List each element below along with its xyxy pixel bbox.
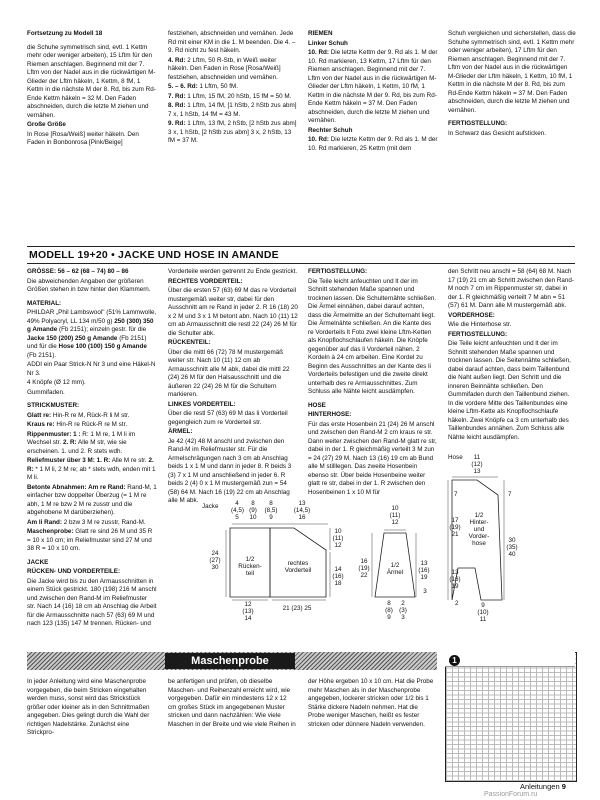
- dim-label: 8 (9) 10: [249, 500, 257, 521]
- paragraph: die Schuhe symmetrisch sind, evtl. 1 Kettm mehr oder weniger arbeiten), 15 Lftm für den Riemen anschlagen. Beginnend mit der 7. Lftm von der Nadel aus in die rückwärtigen M-Glieder der Lftm häkeln, 1 Kettm, 8 fM, 1 Kettm in die nächste M der 8. Rd, bis zum Rd-Ende Kettm häkeln = 32 M. Den Faden abschneiden, durch die letzte M ziehen und vernähen.: [27, 43, 156, 119]
- subheading: Rechter Schuh: [308, 126, 353, 134]
- paragraph: be anfertigen und prüfen, ob dieselbe Maschen- und Reihenzahl erreicht wird, wie vorgegeben. Dafür ein mindestens 12 x 12 cm großes Stück im angegebenen Muster stricken und dann nachzählen: Wie viele Maschen in der Breite und wie viele Reihen in: [168, 678, 296, 728]
- sizes-heading: GRÖSSE: 56 – 62 (68 – 74) 80 – 86: [27, 268, 129, 275]
- pants-title: Hose: [448, 454, 463, 461]
- paragraph: Über die mittl 66 (72) 78 M mustergemäß weiter str. Nach 10 (11) 12 cm ab Armausschnitt alle M abk, dabei die mittl 22 (24) 26 M für den Halsausschnitt und die äußeren 22 (24) 26 M für die Schultern markieren.: [168, 348, 290, 398]
- top-column-3: [308, 30, 438, 154]
- top-column-2: [168, 30, 298, 147]
- subheading: Große Größe: [27, 121, 66, 128]
- dim-label: 11 (12) 13: [471, 454, 483, 475]
- piece-label: 1/2 Rücken- teil: [238, 556, 262, 577]
- paragraph: Gummifaden.: [27, 388, 65, 396]
- dim-label: 2: [455, 600, 459, 607]
- paragraph: In jeder Anleitung wird eine Maschenprobe vorgegeben, die beim Stricken eingehalten werden muss, sonst wird das Strickstück größer oder kleiner als in den Schnittmaßen angegeben. Dies gelingt durch die Wahl der richtigen Nadelstärke. Zunächst eine Strickpro-: [27, 678, 150, 736]
- round-9: 9. Rd: 1 Lftm, 13 fM, 2 hStb, [2 hStb zus abm] 3 x, 1 hStb, [2 hStb zus abm] 3 x, 2 hStb, 13 fM = 37 M.: [168, 120, 297, 144]
- figure-number-badge: 1: [449, 655, 460, 666]
- paragraph: Die Teile leicht anfeuchten und lt der im Schnitt stehenden Maße spannen und trocknen lassen. Die Seitennähte schließen, dabei darauf achten, dass beim Taillenbund die Naht außen liegt. Den Schritt und die inneren Beinnähte schließen. Den Gummifaden durch den Taillenbund ziehen. In die vordere Mitte des Taillenbundes eine kleine Lftm-Kette als Knopflochschlaufe häkeln. Zwei Knöpfe ca 3 cm unterhalb des Taillenbundes annähen. Zum Schluss alle Nähte leicht ausdämpfen.: [448, 340, 571, 441]
- dim-label: 7: [508, 491, 512, 498]
- jacket-title: Jacke: [202, 503, 219, 510]
- subheading: HINTERHOSE:: [308, 411, 352, 418]
- piece-label: rechtes Vorderteil: [284, 560, 312, 574]
- main-column-4: [448, 268, 576, 443]
- round-4: 4. Rd: 2 Lftm, 50 R-Stb, in Weiß weiter häkeln. Den Faden in Rose [Rosa/Weiß] festziehen, abschneiden und vernähen.: [168, 56, 281, 81]
- round-7: 7. Rd: 1 Lftm, 15 fM, 20 hStb, 15 fM = 50 M.: [168, 92, 292, 100]
- piece-label: 1/2 Hinter- und Vorder- hose: [468, 512, 490, 547]
- paragraph: Für das erste Hosenbein 21 (24) 26 M anschl und zwischen den Rand-M 2 cm kraus re str. Dann weiter zwischen den Rand-M glatt re str, dabei in der 1. R gleichmäßig verteilt 3 M zun = 24 (27) 29 M. Nach 13 (16) 19 cm ab Bund alle M stilllegen. Das zweite Hosenbein ebenso str. Über beide Hosenbeine weiter glatt re str, dabei in der 1. R zwischen den Hosenbeinen 1 x 10 M für: [308, 420, 437, 496]
- piece-label: 1/2 Ärmel: [386, 562, 404, 576]
- dim-label: 13 (14,5) 16: [293, 500, 311, 521]
- section-title: MODELL 19+20 • JACKE UND HOSE IN AMANDE: [29, 249, 279, 261]
- stitch-item: Rippenmuster: 1 : R: 1 M re, 1 M li im Wechsel str. 2. R: Alle M str, wie sie erscheinen. 1. und 2. R stets wdh.: [27, 430, 136, 455]
- maschenprobe-title: Maschenprobe: [165, 653, 295, 669]
- dim-label: 9 (10) 11: [477, 602, 489, 623]
- gauge-grid-image: [445, 652, 577, 782]
- paragraph: den Schritt neu anschl = 58 (64) 68 M. Nach 17 (19) 21 cm ab Schritt zwischen den Rand-M noch 7 cm im Rippenmuster str, dabei in der 1. R gleichmäßig verteilt 7 M abn = 51 (57) 61 M. Dann alle M mustergemäß abk.: [448, 268, 574, 309]
- stitch-heading: STRICKMUSTER:: [27, 402, 80, 409]
- dim-label: 3: [423, 588, 427, 595]
- subheading: RÜCKENTEIL:: [168, 339, 211, 346]
- material-text: PHILDAR „Phil Lambswool" (51% Lammwolle, 49% Polyacryl, LL 134 m/50 g) 250 (300) 350 g Amande (Fb 2151); einzeln gestr. für die Jacke 150 (200) 250 g Amande (Fb 2151) und für die Hose 100 (100) 150 g Amande (Fb 2151).: [27, 309, 157, 359]
- dim-label: 16 (19) 22: [358, 558, 370, 579]
- dim-label: 14 (16) 18: [332, 566, 344, 587]
- dim-label: 17 (19) 21: [449, 517, 461, 538]
- round-10-right: 10. Rd: Die letzte Kettm der 9. Rd als 1. M der 10. Rd markieren, 25 Kettm (mit dem: [308, 136, 438, 152]
- subheading: LINKES VORDERTEIL:: [168, 400, 236, 408]
- subheading: ÄRMEL:: [168, 428, 193, 435]
- dim-label: 8 (8,5) 9: [264, 500, 278, 521]
- gauge-grid-header: [445, 652, 575, 667]
- dim-label: 13 (16) 19: [418, 560, 430, 581]
- dim-label: 8 (8) 9: [385, 600, 393, 621]
- round-5-6: 5. – 6. Rd: 1 Lftm, 50 fM.: [168, 83, 238, 90]
- subheading: RIEMEN: [308, 30, 333, 37]
- stitch-item: Glatt re: Hin-R re M, Rück-R li M str.: [27, 411, 130, 419]
- paragraph: Wie die Hinterhose str.: [448, 321, 512, 328]
- paragraph: festziehen, abschneiden und vernähen. Jede Rd mit einer KM in die 1. M beenden. Die 4. – 9. Rd nicht zu fest häkeln.: [168, 30, 296, 54]
- main-column-3: [308, 268, 438, 498]
- subheading: Linker Schuh: [308, 39, 348, 47]
- paragraph: In Rose [Rosa/Weiß] weiter häkeln. Den Faden in Bonbonrosa [Pink/Beige]: [27, 130, 139, 146]
- dim-label: 2 (3) 3: [399, 600, 407, 621]
- top-column-4: [448, 30, 576, 139]
- material-heading: MATERIAL:: [27, 299, 62, 307]
- round-10-left: 10. Rd: Die letzte Kettm der 9. Rd als 1. M der 10. Rd markieren, 13 Kettm, 17 Lftm für den Riemen anschlagen. Beginnend mit der 7. Lftm von der Nadel aus in die rückwärtigen M-Glieder der Lftm häkeln, 1 Kettm, 10 fM, 1 Kettm in die nächste M der 9. Rd, bis zum Rd-Ende Kettm häkeln = 37 M. Den Faden abschneiden, durch die letzte M ziehen und vernähen.: [308, 49, 438, 124]
- dim-label: 10 (11) 12: [332, 528, 344, 549]
- dim-label: 10 (11) 12: [389, 505, 401, 526]
- maschenprobe-col-1: [27, 678, 155, 738]
- stitch-item: Maschenprobe: Glatt re sind 26 M und 35 R = 10 x 10 cm; im Reliefmuster sind 27 M und 38 R = 10 x 10 cm.: [27, 528, 153, 552]
- subheading: RECHTES VORDERTEIL:: [168, 277, 243, 285]
- round-8: 8. Rd: 1 Lftm, 14 fM, [1 hStb, 2 hStb zus abm] 7 x, 1 hStb, 14 fM = 43 M.: [168, 102, 297, 118]
- paragraph: Über die restl 57 (63) 69 M das li Vorderteil gegengleich zum re Vorderteil str.: [168, 410, 288, 426]
- subheading: FERTIGSTELLUNG:: [308, 268, 368, 275]
- continuation-heading: Fortsetzung zu Modell 18: [27, 30, 103, 37]
- subheading: FERTIGSTELLUNG:: [448, 330, 508, 338]
- subheading: VORDERHOSE:: [448, 311, 495, 319]
- stitch-item: Reliefmuster über 3 M: 1. R: Alle M re str. 2. R: * 1 M li, 2 M re; ab * stets wdh, enden mit 1 M li.: [27, 457, 156, 481]
- dim-label: 4 (4,5) 5: [231, 500, 244, 521]
- watermark: PassionForum.ru: [484, 791, 538, 798]
- jacket-subheading: RÜCKEN- UND VORDERTEILE:: [27, 568, 121, 575]
- maschenprobe-col-3: [308, 678, 436, 729]
- subheading: FERTIGSTELLUNG:: [448, 120, 508, 127]
- paragraph: Schuh vergleichen und sicherstellen, dass die Schuhe symmetrisch sind, evtl. 1 Kettm mehr oder weniger arbeiten), 17 Lftm für den Riemen anschlagen. Beginnend mit der 7. Lftm von der Nadel aus in die rückwärtigen M-Glieder der Lftm häkeln, 1 Kettm, 10 fM, 1 Kettm in die nächste M der 8. Rd, bis zum Rd-Ende Kettm häkeln = 37 M. Den Faden abschneiden, durch die letzte M ziehen und vernähen.: [448, 30, 576, 114]
- dim-label: 7: [454, 491, 458, 498]
- dim-label: 13 (16) 19: [449, 569, 461, 590]
- subheading: HOSE: [308, 401, 326, 409]
- paragraph: 4 Knöpfe (Ø 12 mm).: [27, 379, 86, 386]
- dim-label: 21 (23) 25: [282, 605, 312, 612]
- main-column-2: [168, 268, 298, 507]
- maschenprobe-band: [27, 652, 437, 670]
- stitch-item: Betonte Abnahmen: Am re Rand: Rand-M, 1 einfacher bzw doppelter Überzug (= 1 M re abh, 1 M re bzw 2 M re zusstr und die abgehobene M darüberziehen).: [27, 483, 157, 516]
- main-column-1: [27, 268, 157, 630]
- paragraph: Die Jacke wird bis zu den Armausschnitten in einem Stück gestrickt. 180 (198) 216 M anschl und zwischen den Rand-M im Reliefmuster str. Nach 14 (16) 18 cm ab Anschlag die Arbeit für die Armausschnitte nach 57 (63) 69 M und nach 123 (135) 147 M trennen. Rücken- und: [27, 577, 157, 627]
- dim-label: 12 (13) 14: [242, 601, 254, 622]
- paragraph: ADDI ein Paar Strick-N Nr 3 und eine Häkel-N Nr 3.: [27, 361, 156, 377]
- footer-section: Anleitungen 9: [520, 782, 566, 791]
- paragraph: Über die ersten 57 (63) 69 M das re Vorderteil mustergemäß weiter str, dabei für den Ausschnitt am re Rand in jeder 2. R 16 (18) 20 x 2 M und 3 x 1 M betont abn. Nach 10 (11) 12 cm ab Armausschnitt die restl 22 (24) 26 M für die Schulter abk.: [168, 287, 298, 337]
- paragraph: Die abweichenden Angaben der größeren Größen stehen in bzw hinter den Klammern.: [27, 277, 151, 293]
- section-title-bar: [27, 246, 575, 264]
- top-column-1: [27, 30, 157, 149]
- paragraph: Je 42 (42) 48 M anschl und zwischen den Rand-M im Reliefmuster str. Für die Armelschrägungen nach 3 cm ab Anschlag beids 1 x 1 M und dann in jeder 8. R beids 3 (3) 7 x 1 M und anschließend in jeder 6. R beids 2 (4) 0 x 1 M mustergemäß zun = 54 (58) 64 M. Nach 16 (19) 22 cm ab Anschlag alle M abk.: [168, 437, 292, 504]
- paragraph: Die Teile leicht anfeuchten und lt der im Schnitt stehenden Maße spannen und trocknen lassen. Die Schulternähte schließen. Die Ärmel einnähen, dabei darauf achten, dass die Ärmelmitte an der Schulternaht liegt. Die Ärmelnähte schließen. An die Kante des re Vorderteils lt Foto zwei kleine Lftm-Ketten als Knopflochschlaufen häkeln. Die Knöpfe gegenüber auf das li Vorderteil nähen. 2 Kordeln à 24 cm arbeiten. Eine Kordel zu Beginn des Ausschnittes an der Kante des li Vorderteils befestigen und die zweite direkt unterhalb des re Armausschnittes. Zum Schluss alle Nähte leicht ausdämpfen.: [308, 277, 437, 395]
- maschenprobe-col-2: [168, 678, 296, 729]
- dim-label: 30 (35) 40: [506, 537, 518, 558]
- dim-label: 24 (27) 30: [209, 550, 221, 571]
- jacket-heading: JACKE: [27, 558, 49, 566]
- stitch-item: Kraus re: Hin-R re Rück-R re M str.: [27, 421, 128, 428]
- paragraph: der Höhe ergeben 10 x 10 cm. Hat die Probe mehr Maschen als in der Maschenprobe angegeben, lockerer stricken oder 1/2 bis 1 Stärke dickere Nadeln nehmen. Hat die Probe weniger Maschen, heißt es fester stricken oder dünnere Nadeln verwenden.: [308, 678, 434, 728]
- paragraph: In Schwarz das Gesicht aufsticken.: [448, 129, 546, 137]
- stitch-item: Am li Rand: 2 bzw 3 M re zusstr, Rand-M.: [27, 518, 146, 526]
- paragraph: Vorderteile werden getrennt zu Ende gestrickt.: [168, 268, 298, 275]
